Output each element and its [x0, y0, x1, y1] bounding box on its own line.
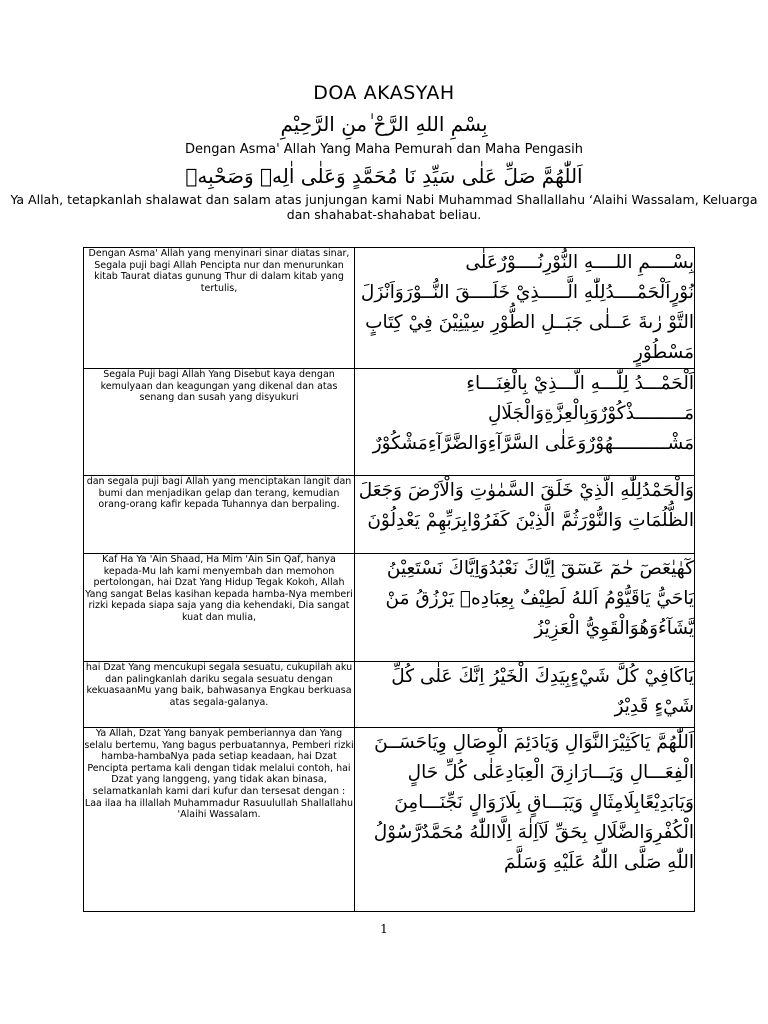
- basmala-arabic: بِسْمِ اللهِ الرَّحْ ٰمنِ الرَّحِيْمِ: [280, 112, 488, 136]
- table-row: [84, 369, 695, 476]
- arabic-cell: كٓهٰيٰعٓصٓ حٰمٓ عٓسٓقٓ اِيَّاكَ نَعْبُدُوَاِيَّاكَ نَسْتَعِيْنُ يَاحَيُّ يَاقَيُّوْمُ اَللهُ لَطِيْفٌ بِعِبَادِهٖ يَرْزُقُ مَنْ يَّشَآءُوَهُوَالْقَوِيُّ الْعَزِيْزُ: [355, 554, 695, 662]
- translation-cell: Dengan Asma' Allah yang menyinari sinar diatas sinar, Segala puji bagi Allah Pencipta nur dan menurunkan kitab Taurat diatas gunung Thur di dalam kitab yang tertulis,: [84, 248, 355, 369]
- prayer-table: [83, 247, 695, 912]
- arabic-cell: يَاكَافِيْ كُلَّ شَيْءٍبِيَدِكَ الْخَيْرُ اِنَّكَ عَلٰى كُلِّ شَيْءٍ قَدِيْرٌ: [355, 662, 695, 728]
- translation-cell: Kaf Ha Ya 'Ain Shaad, Ha Mim 'Ain Sin Qaf, hanya kepada-Mu lah kami menyembah dan memohon pertolongan, hai Dzat Yang Hidup Tegak Kokoh, Allah Yang sangat Belas kasihan kepada hamba-Nya memberi rizki kepada siapa saja yang dia kehendaki, Dia sangat kuat dan mulia,: [84, 554, 355, 662]
- page-number: 1: [380, 922, 388, 936]
- arabic-cell: اَللّٰهُمَّ يَاكَثِيْرَالنَّوَالِ وَيَادَئِمَ الْوِصَالِ وِيَاحَسَــنَ الْفِعَـــالِ وَيَـــارَازِقَ الْعِبَادِعَلٰى كُلِّ حَالٍ وَيَابَدِيْعًابِلَامِثَالٍ وَيَبَـــاقٍ بِلَازَوَالٍ نَجِّنَـــامِنَ الْكُفْرِوَالضَّلَالِ بِحَقِّ لَآاِلٰهَ اِلَّااللّٰهُ مُحَمَّدٌرَّسُوْلُ اللّٰهِ صَلَّى اللّٰهُ عَلَيْهِ وَسَلَّمَ: [355, 728, 695, 912]
- table-row: [84, 728, 695, 912]
- basmala-translation: Dengan Asma' Allah Yang Maha Pemurah dan Maha Pengasih: [184, 142, 584, 157]
- table-row: [84, 554, 695, 662]
- translation-cell: dan segala puji bagi Allah yang menciptakan langit dan bumi dan menjadikan gelap dan terang, kemudian orang-orang kafir kepada Tuhannya dan berpaling.: [84, 476, 355, 554]
- translation-cell: Segala Puji bagi Allah Yang Disebut kaya dengan kemulyaan dan keagungan yang dikenal dan atas senang dan susah yang disyukuri: [84, 369, 355, 476]
- table-row: [84, 476, 695, 554]
- table-row: [84, 248, 695, 369]
- arabic-cell: بِسْــــمِ اللــــهِ النُّوْرِنُــــوْرٌعَلٰى نُوْرٍاَلْحَمْــــدُلِلّٰهِ الَّـــــذِيْ خَلَــــقَ النُّــوْرَوَاَنْزَلَ التَّوْ رٰىةَ عَــلٰى جَبَــلِ الطُّوْرِ سِيْنِيْنَ فِيْ كِتَابٍ مَسْطُوْرٍ: [355, 248, 695, 369]
- arabic-cell: اَلْحَمْـــدُ لِلّٰـــهِ الَّـــذِيْ بِالْغِنَـــاءِ مَـــــــــذْكُوْرٌوَبِالْعِزَّةِوَالْجَلَالِ مَشْــــــــــهُوْرٌوَعَلٰى السَّرَّآءِوَالضَّرَّآءِمَشْكُوْرٌ: [355, 369, 695, 476]
- translation-cell: Ya Allah, Dzat Yang banyak pemberiannya dan Yang selalu bertemu, Yang bagus perbuatannya, Pemberi rizki hamba-hambaNya pada setiap keadaan, hai Dzat Pencipta pertama kali dengan tidak melalui contoh, hai Dzat yang langgeng, yang tidak akan binasa, selamatkanlah kami dari kufur dan tersesat dengan : Laa ilaa ha illallah Muhammadur Rasuulullah Shallallahu 'Alaihi Wassalam.: [84, 728, 355, 912]
- shalawat-arabic: اَللّٰهُمَّ صَلِّ عَلٰى سَيِّدِ نَا مُحَمَّدٍ وَعَلٰى اٰلِهٖ وَصَحْبِهٖ: [185, 164, 583, 188]
- arabic-cell: وَالْحَمْدُلِلّٰهِ الَّذِيْ خَلَقَ السَّمٰوٰتِ وَالْاَرْضَ وَجَعَلَ الظُّلُمَاتِ وَالنُّوْرَثُمَّ الَّذِيْنَ كَفَرُوْابِرَبِّهِمْ يَعْدِلُوْنَ: [355, 476, 695, 554]
- document-title: DOA AKASYAH: [313, 82, 455, 104]
- translation-cell: hai Dzat Yang mencukupi segala sesuatu, cukupilah aku dan palingkanlah dariku segala sesuatu dengan kekuasaanMu yang baik, bahwasanya Engkau berkuasa atas segala-galanya.: [84, 662, 355, 728]
- table-row: [84, 662, 695, 728]
- shalawat-translation: Ya Allah, tetapkanlah shalawat dan salam atas junjungan kami Nabi Muhammad Shallallahu ‘Alaihi Wassalam, Keluarga dan shahabat-shahabat beliau.: [10, 192, 758, 222]
